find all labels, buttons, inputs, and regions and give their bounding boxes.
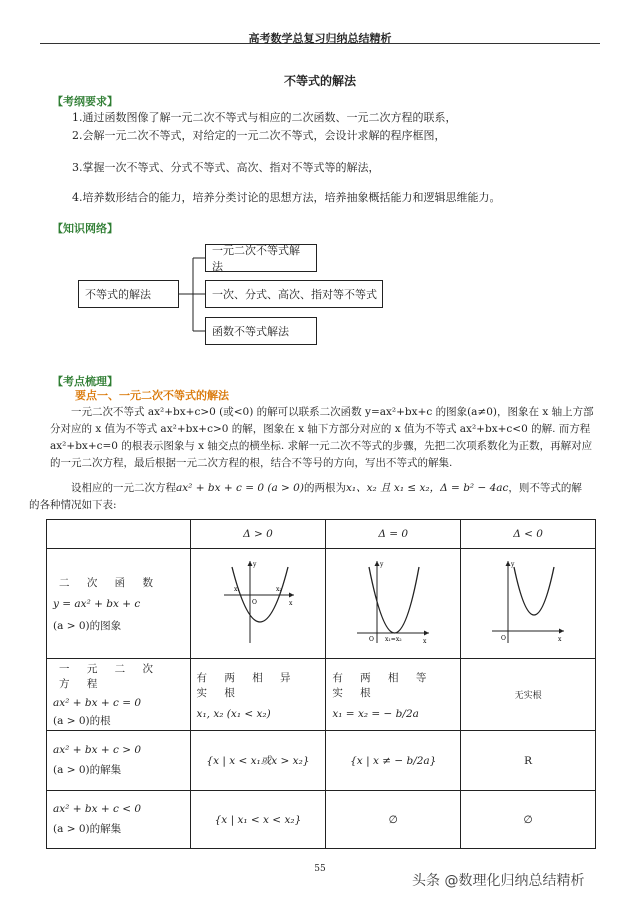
- row-label-cell: [47, 549, 191, 659]
- network-branch-label: 函数不等式解法: [212, 325, 289, 338]
- network-branch-label: 一次、分式、高次、指对等不等式: [212, 288, 377, 301]
- solution-set-cell: {x | x₁ < x < x₂}: [190, 791, 326, 849]
- graph-label-y: y: [380, 561, 384, 568]
- row-label-cell: [47, 731, 191, 791]
- row-label-cell: [47, 791, 191, 849]
- running-header: 高考数学总复习归纳总结精析: [248, 32, 392, 45]
- network-heading: 【知识网络】: [52, 222, 118, 235]
- table-row: [47, 731, 596, 791]
- table-header-row: [47, 520, 596, 549]
- graph-label-origin: O: [251, 599, 257, 606]
- keypoints-heading: 【考点梳理】: [52, 375, 118, 388]
- row-label: (a > 0)的图象: [53, 619, 122, 632]
- roots-cell: [461, 659, 596, 731]
- setup-equation: ax² + bx + c = 0 (a > 0): [176, 482, 304, 494]
- row-label-equation: ax² + bx + c > 0: [53, 744, 142, 756]
- setup-text: ，则不等式的解: [508, 482, 582, 494]
- solution-set-cell: ∅: [326, 791, 461, 849]
- roots-text: 有 两 相 异 实 根: [196, 671, 298, 699]
- table-row: [47, 659, 596, 731]
- roots-cell: [190, 659, 326, 731]
- roots-text: 有 两 相 等 实 根: [332, 671, 434, 699]
- watermark: 头条 @数理化归纳总结精析: [412, 873, 585, 889]
- graph-label-y: y: [511, 561, 515, 568]
- requirements-heading: 【考纲要求】: [52, 95, 118, 108]
- graph-cell: [326, 549, 461, 659]
- graph-label-origin: O: [501, 635, 506, 642]
- graph-label-x1: x₁: [233, 586, 240, 593]
- graph-label-root: x₁=x₂: [385, 636, 402, 643]
- parabola-two-roots-graph: [218, 557, 298, 647]
- network-root-label: 不等式的解法: [85, 288, 151, 301]
- requirement-item: 3.掌握一次不等式、分式不等式、高次、指对不等式等的解法，: [72, 161, 380, 174]
- graph-label-y: y: [252, 561, 257, 568]
- graph-label-x: x: [288, 600, 293, 607]
- graph-cell: [461, 549, 596, 659]
- setup-text: 的各种情况如下表:: [29, 499, 117, 511]
- network-branch-box: [205, 280, 383, 308]
- table-row: [47, 549, 596, 659]
- row-label-equation: ax² + bx + c = 0: [53, 697, 142, 709]
- table-header-cell: [47, 520, 191, 549]
- row-label: (a > 0)的解集: [53, 764, 122, 776]
- row-label-equation: y = ax² + bx + c: [53, 597, 141, 610]
- network-branch-box: [205, 317, 317, 345]
- roots-math: x₁ = x₂ = − b/2a: [332, 707, 419, 720]
- table-header-cell: Δ > 0: [190, 520, 326, 549]
- graph-label-x2: x₂: [275, 586, 282, 593]
- table-header-cell: Δ < 0: [461, 520, 596, 549]
- table-row: [47, 791, 596, 849]
- requirement-item: 1.通过函数图像了解一元二次不等式与相应的二次函数、一元二次方程的联系，: [72, 111, 457, 124]
- roots-math: x₁, x₂ (x₁ < x₂): [196, 707, 271, 720]
- requirement-item: 4.培养数形结合的能力，培养分类讨论的思想方法，培养抽象概括能力和逻辑思维能力。: [72, 191, 501, 204]
- row-label: (a > 0)的根: [53, 715, 111, 727]
- setup-text: 的两根为: [303, 482, 346, 494]
- setup-roots: x₁、x₂ 且 x₁ ≤ x₂，Δ = b² − 4ac: [345, 482, 509, 494]
- graph-label-x: x: [423, 638, 427, 645]
- roots-cell: [326, 659, 461, 731]
- parabola-no-root-graph: [488, 557, 568, 647]
- network-root-box: [78, 280, 179, 308]
- solution-set-cell: {x | x < x₁或x > x₂}: [190, 731, 326, 791]
- row-label-equation: ax² + bx + c < 0: [53, 803, 142, 815]
- solution-set-cell: ∅: [461, 791, 596, 849]
- requirement-item: 2.会解一元二次不等式，对给定的一元二次不等式，会设计求解的程序框图，: [72, 129, 446, 142]
- row-label: 一 元 二 次 方 程: [59, 663, 161, 690]
- keypoint-title: 要点一、一元二次不等式的解法: [75, 389, 229, 402]
- graph-label-origin: O: [369, 636, 375, 643]
- solution-set-cell: R: [461, 731, 596, 791]
- graph-cell: [190, 549, 326, 659]
- table-header-cell: Δ = 0: [326, 520, 461, 549]
- page-title: 不等式的解法: [283, 74, 356, 88]
- parabola-double-root-graph: [353, 557, 433, 647]
- graph-label-x: x: [558, 636, 562, 643]
- setup-text: 设相应的一元二次方程: [71, 482, 176, 494]
- setup-paragraph: [29, 480, 598, 514]
- row-label: (a > 0)的解集: [53, 823, 122, 835]
- roots-text: 无实根: [514, 691, 542, 701]
- network-branch-label: 一元二次不等式解法: [212, 244, 300, 273]
- solution-set-cell: {x | x ≠ − b/2a}: [326, 731, 461, 791]
- network-branch-box: [205, 244, 317, 272]
- solution-table: [46, 519, 596, 849]
- row-label-cell: [47, 659, 191, 731]
- page-number: 55: [314, 864, 326, 874]
- keypoint-paragraph: 一元二次不等式 ax²+bx+c>0 (或<0) 的解可以联系二次函数 y=ax²+bx+c 的图象(a≠0)，图象在 x 轴上方部分对应的 x 值为不等式 ax²+bx+c>0 的解，图象在 x 轴下方部分对应的 x 值为不等式 ax²+bx+c<0 的解. 而方程 ax²+bx+c=0 的根表示图象与 x 轴交点的横坐标. 求解一元二次不等式的步骤，先把二次项系数化为正数，再解对应的一元二次方程，最后根据一元二次方程的根，结合不等号的方向，写出不等式的解集.: [50, 406, 594, 469]
- row-label: 二 次 函 数: [59, 576, 161, 589]
